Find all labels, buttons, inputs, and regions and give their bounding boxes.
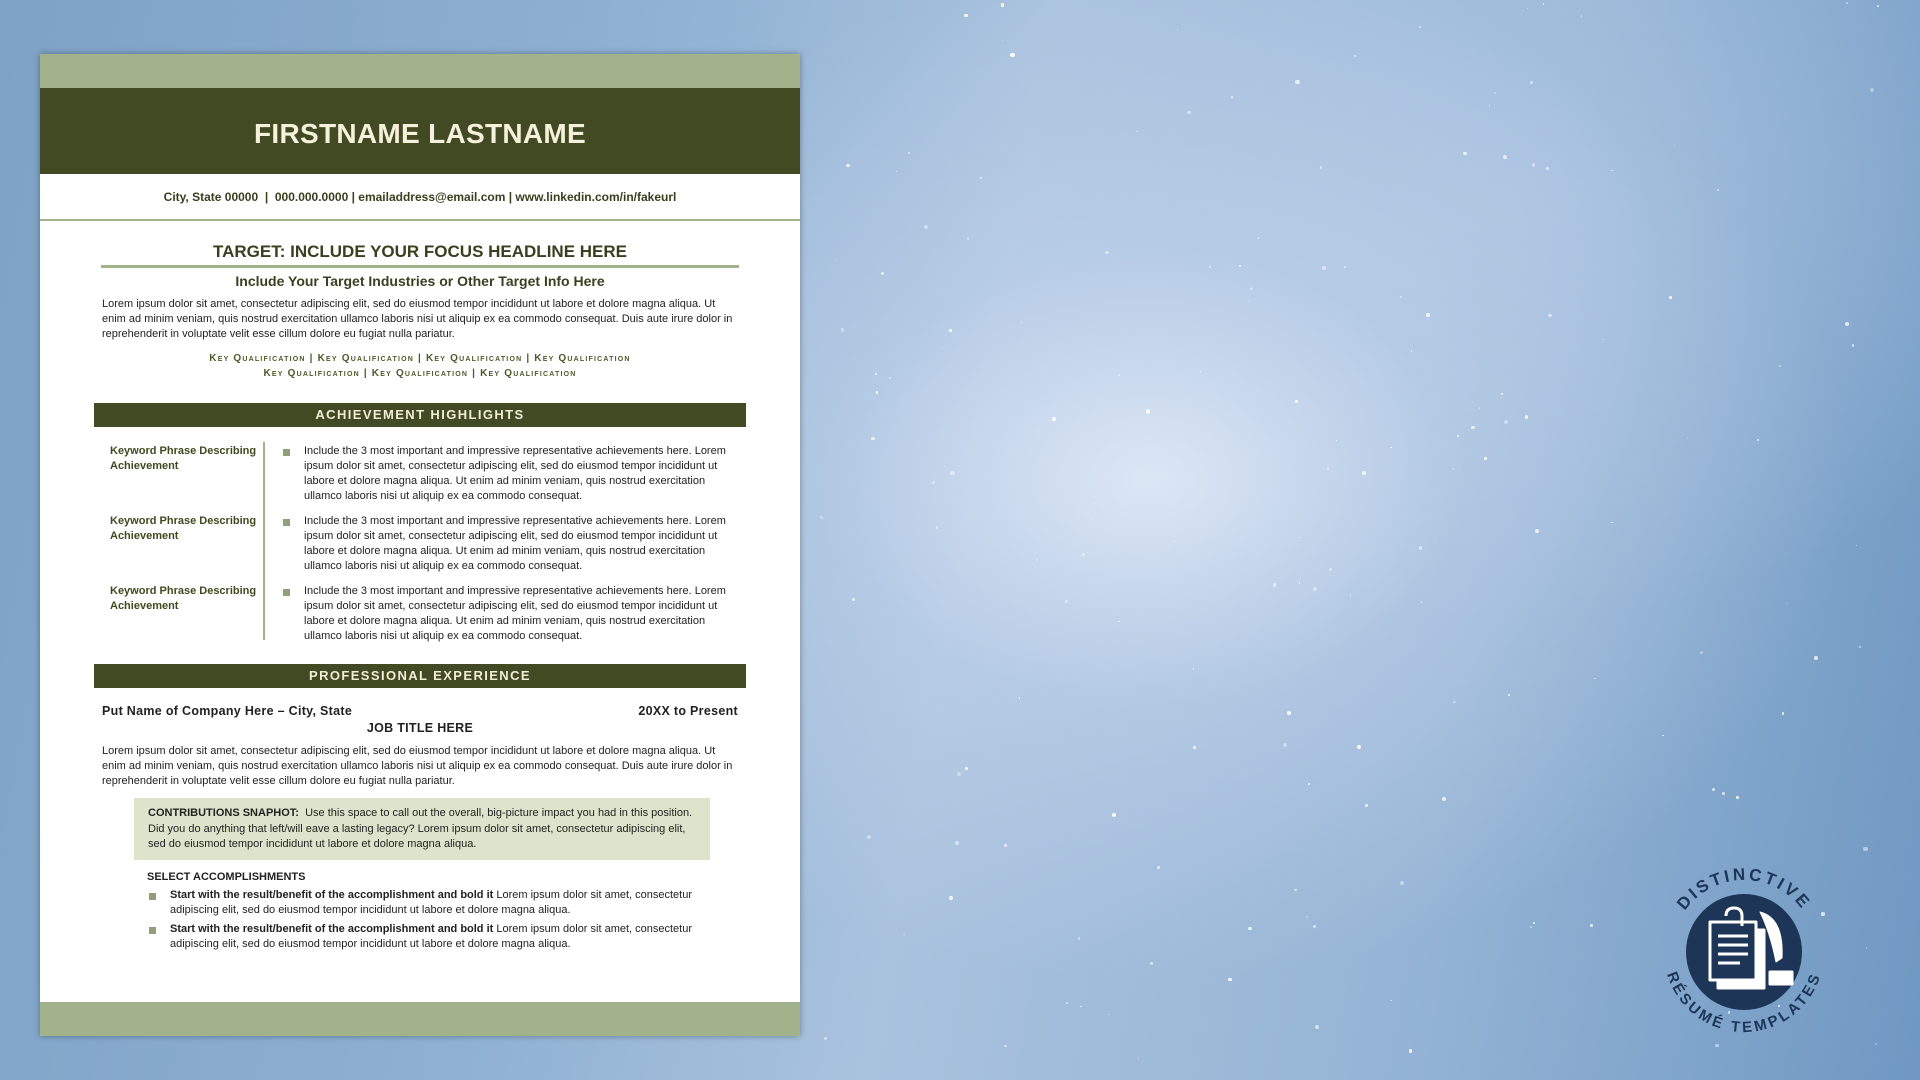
contact-divider [40,219,800,221]
sparkle [1138,1058,1139,1059]
accomplishment-item [170,922,710,952]
sparkle [1344,266,1346,268]
job-title: JOB TITLE HERE [366,721,474,735]
sparkle [1200,371,1201,372]
sparkle [1094,503,1095,504]
sparkle [1231,96,1234,99]
sparkle [1001,3,1005,7]
sparkle [1543,3,1545,5]
sparkle [1193,668,1194,669]
resume-bottom-band [40,1002,800,1036]
sparkle [1294,889,1297,892]
sparkle [875,373,877,375]
achievement-text: Include the 3 most important and impressive representative achievements here. Lorem ipsum dolor sit amet, consectetur adipiscing elit, sed do eiusmod tempor incididunt ut labore et dolore magna aliqua. Ut enim ad minim veniam, quis nostrud exercitation ullamco laboris nisi ut aliquip ex ea commodo consequat. [304,515,726,572]
sparkle [964,14,968,18]
resume-page [40,54,800,1036]
sparkle [1722,792,1725,795]
sparkle [1859,646,1861,648]
sparkle [1250,287,1253,290]
sparkle [1494,92,1496,94]
sparkle [1503,155,1507,159]
sparkle [1308,783,1310,785]
sparkle [1875,1043,1877,1045]
sparkle [1295,80,1299,84]
sparkle [950,471,954,475]
contributions-body: Use this space to call out the overall, big-picture impact you had in this position. Did you do anything that left/will eave a lasting legacy? Lorem ipsum dolor sit amet, consectetur adipiscing elit, sed do eiusmod tempor incididunt ut labore et dolore magna aliqua. [148,807,693,850]
sparkle [1019,697,1021,699]
sparkle [1365,804,1368,807]
sparkle [1177,29,1178,30]
achievements-heading: ACHIEVEMENT HIGHLIGHTS [94,403,746,427]
sparkle [1357,745,1361,749]
sparkle [1052,417,1055,420]
sparkle [1757,439,1759,441]
qualifications-line-2: Key Qualification | Key Qualification | Key Qualification [263,368,577,379]
sparkle [1146,409,1150,413]
sparkle [1299,537,1300,538]
sparkle [1479,407,1480,408]
sparkle [846,164,849,167]
sparkle [1814,656,1818,660]
sparkle [924,225,928,229]
sparkle [1322,266,1326,270]
job-summary: Lorem ipsum dolor sit amet, consectetur adipiscing elit, sed do eiusmod tempor incididunt ut labore et dolore magna aliqua. Ut enim ad minim veniam, quis nostrud exercitation ullamco laboris nisi ut aliquip ex ea commodo consequat. Duis aute irure dolor in reprehenderit in voluptate velit esse cillum dolore eu fugiat nulla pariatur. [102,745,733,787]
accomplishment-item [170,888,710,918]
sparkle [1239,265,1241,267]
sparkle [852,598,855,601]
contributions-text [148,806,698,853]
resume-top-band [40,54,800,88]
accomplishment-bold: Start with the result/benefit of the accomplishment and bold it [170,923,494,935]
sparkle [1329,568,1332,571]
sparkle [1877,5,1878,6]
sparkle [820,516,823,519]
sparkle [1295,400,1298,403]
sparkle [1846,2,1848,4]
sparkle [1786,603,1787,604]
sparkle [1315,1025,1319,1029]
sparkle [1866,947,1868,949]
sparkle [1508,694,1510,696]
target-divider [101,265,739,268]
sparkle [908,152,910,154]
sparkle [1080,1006,1082,1008]
name-banner [40,88,800,174]
sparkle [1870,88,1874,92]
sparkle [1717,189,1719,191]
sparkle [1463,152,1466,155]
sparkle [1157,866,1160,869]
accomplishments-heading: SELECT ACCOMPLISHMENTS [147,871,306,883]
sparkle [1409,1049,1412,1052]
sparkle [1354,55,1356,57]
sparkle [1193,746,1196,749]
sparkle [1108,1014,1109,1015]
sparkle [1320,166,1323,169]
sparkle [1581,15,1582,16]
sparkle [1082,553,1085,556]
sparkle [1088,512,1089,513]
sparkle [1674,145,1676,147]
sparkle [835,260,836,261]
contributions-label: CONTRIBUTIONS SNAPHOT: [148,807,299,819]
sparkle [932,481,936,485]
sparkle [1390,1000,1391,1001]
sparkle [1442,797,1446,801]
sparkle [1471,426,1475,430]
sparkle [1299,582,1300,583]
sparkle [1736,796,1739,799]
company-name: Put Name of Company Here – City, State [102,704,353,718]
sparkle [1066,1002,1068,1004]
sparkle [1489,105,1490,106]
sparkle [957,772,961,776]
sparkle [955,841,959,845]
sparkle [1662,735,1664,737]
contributions-box [134,798,710,860]
sparkle [1187,111,1190,114]
achievement-keyword: Keyword Phrase Describing Achievement [110,515,257,542]
sparkle [1390,447,1391,448]
bullet-icon [283,449,290,456]
sparkle [1546,167,1549,170]
sparkle [1362,471,1366,475]
sparkle [1306,916,1309,919]
qualifications-line-1: Key Qualification | Key Qualification | Key Qualification | Key Qualification [209,353,631,364]
sparkle [1010,53,1014,57]
sparkle [1400,296,1402,298]
sparkle [889,377,891,379]
sparkle [1525,415,1529,419]
sparkle [1453,701,1456,704]
sparkle [1257,237,1259,239]
sparkle [965,767,968,770]
sparkle [967,237,970,240]
logo-top-text: DISTINCTIVE [1673,864,1815,914]
sparkle [1527,8,1528,9]
sparkle [1004,844,1007,847]
sparkle [1501,393,1503,395]
sparkle [1532,163,1535,166]
sparkle [1426,313,1430,317]
sparkle [1852,344,1855,347]
target-subheadline: Include Your Target Industries or Other Target Info Here [235,273,605,289]
sparkle [1611,522,1613,524]
sparkle [1400,881,1404,885]
accomplishment-text: Lorem ipsum dolor sit amet, consectetur adipiscing elit, sed do eiusmod tempor incididunt ut labore et dolore magna aliqua. [170,923,693,950]
sparkle [1004,1045,1007,1048]
sparkle [1863,847,1867,851]
sparkle [1228,978,1232,982]
bullet-icon [283,519,290,526]
sparkle [1209,266,1211,268]
sparkle [980,177,982,179]
sparkle [841,328,844,331]
achievement-keyword: Keyword Phrase Describing Achievement [110,585,257,612]
sparkle [949,329,952,332]
sparkle [942,348,943,349]
sparkle [1105,251,1109,255]
sparkle [1594,678,1596,680]
bullet-icon [283,589,290,596]
sparkle [896,171,897,172]
sparkle [1845,322,1849,326]
sparkle [1530,926,1532,928]
sparkle [1603,339,1604,340]
accomplishment-text: Lorem ipsum dolor sit amet, consectetur adipiscing elit, sed do eiusmod tempor incididunt ut labore et dolore magna aliqua. [170,889,693,916]
sparkle [871,437,874,440]
sparkle [1112,813,1116,817]
sparkle [1779,365,1781,367]
sparkle [1350,594,1351,595]
sparkle [881,272,884,275]
bullet-icon [149,927,156,934]
sparkle [876,391,879,394]
sparkle [1273,583,1276,586]
sparkle [1590,924,1592,926]
sparkle [1287,711,1291,715]
sparkle [1548,314,1552,318]
sparkle [1457,435,1459,437]
logo-bottom-text: RÉSUMÉ TEMPLATES [1663,969,1825,1037]
sparkle [1533,922,1535,924]
sparkle [1248,927,1252,931]
resume-name: FIRSTNAME LASTNAME [253,118,587,149]
sparkle [1530,81,1533,84]
sparkle [1021,322,1022,323]
sparkle [1504,420,1508,424]
sparkle [1687,437,1688,438]
bullet-icon [149,893,156,900]
achievement-keyword: Keyword Phrase Describing Achievement [110,445,257,472]
achievement-text: Include the 3 most important and impressive representative achievements here. Lorem ipsum dolor sit amet, consectetur adipiscing elit, sed do eiusmod tempor incididunt ut labore et dolore magna aliqua. Ut enim ad minim veniam, quis nostrud exercitation ullamco laboris nisi ut aliquip ex ea commodo consequat. [304,445,726,502]
sparkle [1327,467,1329,469]
sparkle [1174,541,1175,542]
sparkle [1419,26,1421,28]
sparkle [1421,601,1422,602]
sparkle [936,526,938,528]
sparkle [1078,937,1081,940]
sparkle [1411,350,1413,352]
sparkle [1150,962,1153,965]
target-headline: TARGET: INCLUDE YOUR FOCUS HEADLINE HERE [212,242,627,261]
achievement-text: Include the 3 most important and impressive representative achievements here. Lorem ipsum dolor sit amet, consectetur adipiscing elit, sed do eiusmod tempor incididunt ut labore et dolore magna aliqua. Ut enim ad minim veniam, quis nostrud exercitation ullamco laboris nisi ut aliquip ex ea commodo consequat. [304,585,726,642]
sparkle [1611,170,1612,171]
achievements-divider [263,442,265,640]
sparkle [1283,743,1287,747]
sparkle [949,896,953,900]
sparkle [1712,788,1715,791]
sparkle [824,1037,827,1040]
sparkle [1782,712,1784,714]
accomplishment-bold: Start with the result/benefit of the accomplishment and bold it [170,889,494,901]
sparkle [1856,545,1857,546]
sparkle [1453,468,1454,469]
sparkle [867,835,871,839]
sparkle [1313,925,1316,928]
sparkle [1118,621,1119,622]
sparkle [1535,529,1539,533]
sparkle [903,934,904,935]
summary-paragraph: Lorem ipsum dolor sit amet, consectetur adipiscing elit, sed do eiusmod tempor incididunt ut labore et dolore magna aliqua. Ut enim ad minim veniam, quis nostrud exercitation ullamco laboris nisi ut aliquip ex ea commodo consequat. Duis aute irure dolor in reprehenderit in voluptate velit esse cillum dolore eu fugiat nulla pariatur. [102,298,733,340]
sparkle [1700,651,1703,654]
sparkle [1249,301,1250,302]
distinctive-resume-templates-logo [1644,852,1844,1052]
sparkle [1136,131,1137,132]
sparkle [1336,440,1337,441]
experience-heading: PROFESSIONAL EXPERIENCE [94,664,746,688]
sparkle [1419,546,1423,550]
sparkle [1065,600,1068,603]
sparkle [1118,374,1120,376]
sparkle [1036,559,1038,561]
contact-line: City, State 00000 | 000.000.0000 | emailaddress@email.com | www.linkedin.com/in/fakeurl [163,190,677,204]
sparkle [1669,296,1672,299]
sparkle [1313,587,1317,591]
sparkle [1002,40,1003,41]
employment-dates: 20XX to Present [638,704,738,718]
sparkle [1484,457,1487,460]
